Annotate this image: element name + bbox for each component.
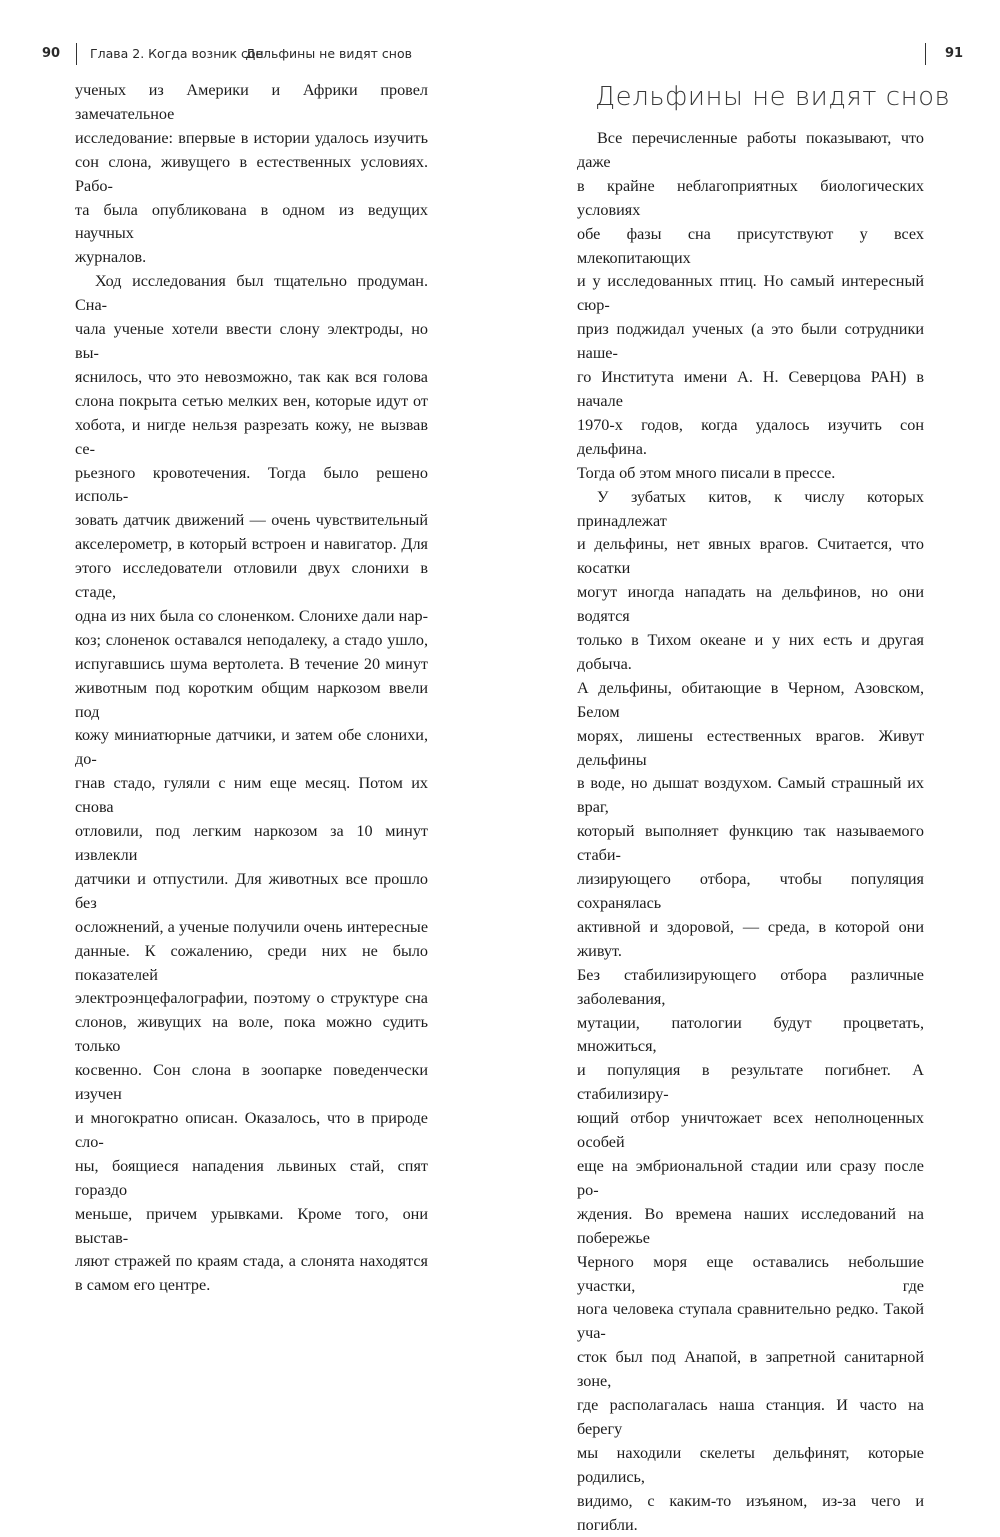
text-line: отловили, под легким наркозом за 10 минут извлекли [75, 822, 428, 864]
text-line: осложнений, а ученые получили очень интересные [75, 917, 428, 936]
text-line: ждения. Во времена наших исследований на побережье [577, 1204, 924, 1247]
text-line: Ход исследования был тщательно продуман. Сна- [75, 272, 428, 315]
text-line: данные. К сожалению, среди них не было показателей [75, 941, 428, 984]
text-line: ющий отбор уничтожает всех неполноценных особей [577, 1109, 924, 1152]
left-page [0, 0, 500, 1295]
text-line: та была опубликована в одном из ведущих научных [75, 200, 428, 243]
text-line: активной и здоровой, — среда, в которой они живут. [577, 917, 924, 960]
left-body-text [75, 79, 428, 1298]
text-line: датчики и отпустили. Для животных все прошло без [75, 869, 428, 912]
text-line: который выполняет функцию так называемого стаби- [577, 822, 924, 865]
text-line: мы находили скелеты дельфинят, которые родились, [577, 1443, 924, 1486]
text-line: А дельфины, обитающие в Черном, Азовском, Белом [577, 678, 924, 721]
text-line: журналов. [75, 248, 147, 267]
header-divider [76, 43, 77, 65]
text-line: хобота, и нигде нельзя разрезать кожу, не вызвав се- [75, 415, 428, 458]
text-line: косвенно. Сон слона в зоопарке поведенчески изучен [75, 1061, 428, 1104]
text-line: мутации, патологии будут процветать, множиться, [577, 1013, 924, 1056]
left-page-number: 90 [42, 46, 61, 61]
text-line: и у исследованных птиц. Но самый интересный сюр- [577, 272, 924, 315]
section-title: Дельфины не видят снов [595, 82, 951, 112]
text-line: электроэнцефалографии, поэтому о структуре сна [75, 989, 428, 1008]
text-line: сон слона, живущего в естественных условиях. Рабо- [75, 152, 428, 195]
text-line: Черного моря еще оставались небольшие участки, где [577, 1252, 924, 1295]
text-line: меньше, причем урывками. Кроме того, они выстав- [75, 1204, 428, 1247]
text-line: исследование: впервые в истории удалось изучить [75, 128, 428, 147]
text-line: чала ученые хотели ввести слону электроды, но вы- [75, 320, 428, 362]
text-line: приз поджидал ученых (а это были сотрудники наше- [577, 320, 924, 363]
left-running-head: Глава 2. Когда возник сон [90, 46, 264, 61]
text-line: кожу миниатюрные датчики, и затем обе слонихи, до- [75, 726, 428, 769]
text-line: только в Тихом океане и у них есть и другая добыча. [577, 631, 924, 673]
text-line: акселерометр, в который встроен и навигатор. Для [75, 535, 428, 554]
text-line: Все перечисленные работы показывают, что даже [577, 129, 924, 171]
text-line: слона покрыта сетью мелких вен, которые идут от [75, 391, 428, 410]
right-page-number: 91 [945, 46, 964, 61]
text-line: У зубатых китов, к числу которых принадлежат [577, 487, 924, 530]
text-line: слонов, живущих на воле, пока можно судить только [75, 1013, 428, 1056]
text-line: яснилось, что это невозможно, так как вся голова [75, 367, 428, 386]
text-line: в воде, но дышат воздухом. Самый страшный их враг, [577, 774, 924, 817]
text-line: рьезного кровотечения. Тогда было решено исполь- [75, 463, 428, 506]
text-line: еще на эмбриональной стадии или сразу после ро- [577, 1156, 924, 1199]
text-line: животным под коротким общим наркозом ввели под [75, 678, 428, 721]
text-line: 1970-х годов, когда удалось изучить сон дельфина. [577, 415, 924, 458]
text-line: ученых из Америки и Африки провел замечательное [75, 81, 428, 123]
text-line: и дельфины, нет явных врагов. Считается, что косатки [577, 535, 924, 578]
text-line: нога человека ступала сравнительно редко. Такой уча- [577, 1300, 924, 1343]
header-divider [925, 43, 926, 65]
text-line: Тогда об этом много писали в прессе. [577, 463, 836, 482]
text-line: и многократно описан. Оказалось, что в природе сло- [75, 1108, 428, 1151]
right-running-head: Дельфины не видят снов [245, 46, 412, 61]
text-line: сток был под Анапой, в запретной санитарной зоне, [577, 1348, 924, 1391]
text-line: го Института имени А. Н. Северцова РАН) в начале [577, 368, 924, 410]
text-line: могут иногда нападать на дельфинов, но они водятся [577, 583, 924, 626]
text-line: обе фазы сна присутствуют у всех млекопитающих [577, 224, 924, 267]
text-line: лизирующего отбора, чтобы популяция сохранялась [577, 870, 924, 912]
text-line: зовать датчик движений — очень чувствительный [75, 511, 428, 530]
text-line: этого исследователи отловили двух слонихи в стаде, [75, 559, 428, 602]
text-line: видимо, с каким-то изъяном, из-за чего и погибли. [577, 1491, 924, 1534]
text-line: гнав стадо, гуляли с ним еще месяц. Потом их снова [75, 774, 428, 817]
text-line: испугавшись шума вертолета. В течение 20 минут [75, 654, 428, 673]
text-line: одна из них была со слоненком. Слонихе дали нар- [75, 606, 428, 625]
text-line: ляют стражей по краям стада, а слонята находятся [75, 1252, 428, 1271]
text-line: где располагалась наша станция. И часто на берегу [577, 1396, 924, 1438]
text-line: коз; слоненок оставался неподалеку, а стадо ушло, [75, 630, 428, 649]
text-line: и популяция в результате погибнет. А стабилизиру- [577, 1061, 924, 1104]
text-line: в крайне неблагоприятных биологических условиях [577, 176, 924, 219]
text-line: ны, боящиеся нападения львиных стай, спят гораздо [75, 1156, 428, 1199]
text-line: Без стабилизирующего отбора различные заболевания, [577, 965, 924, 1008]
text-line: в самом его центре. [75, 1276, 211, 1295]
right-body-text [577, 127, 924, 1537]
text-line: морях, лишены естественных врагов. Живут дельфины [577, 726, 924, 769]
